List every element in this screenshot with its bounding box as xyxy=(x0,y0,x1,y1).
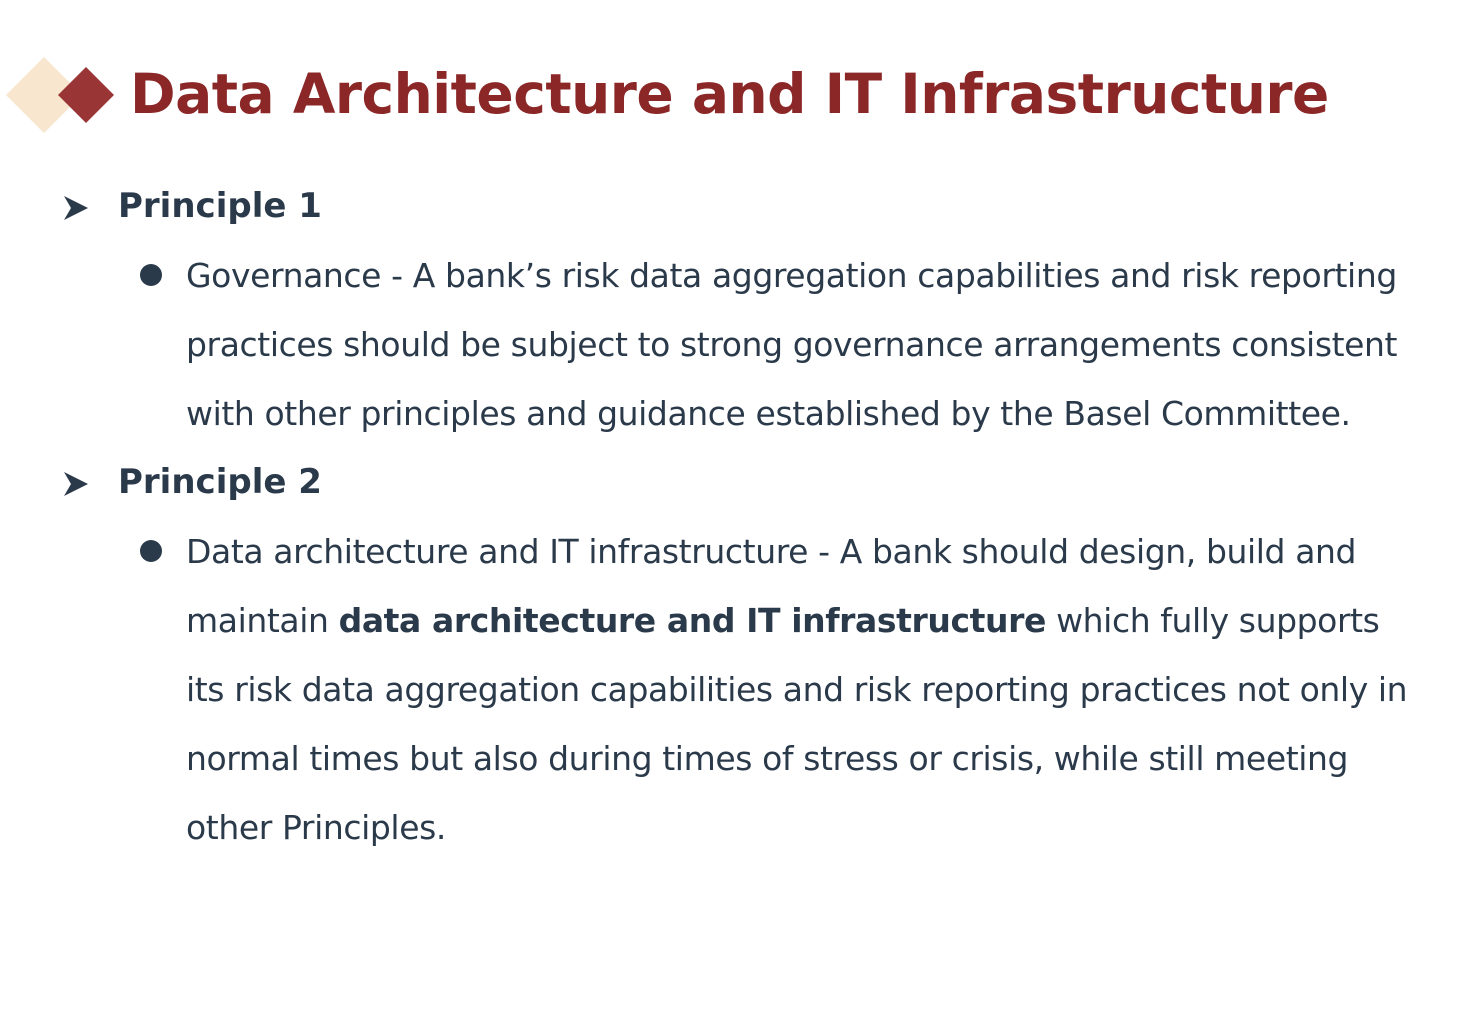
principle-2-text xyxy=(0,517,1411,862)
filled-circle-icon xyxy=(140,264,162,286)
principle-1-label: Principle 1 xyxy=(118,186,322,226)
principle-2-text-bold: data architecture and IT infrastructure xyxy=(338,601,1046,640)
arrowhead-icon xyxy=(62,194,90,222)
principle-1-point xyxy=(0,241,1482,448)
dark-diamond-shape xyxy=(58,67,114,123)
arrowhead-icon xyxy=(62,470,90,498)
double-diamond-icon xyxy=(0,50,130,140)
principle-2-text-before: Data architecture and IT infrastructure - A bank should design, build and maintain xyxy=(186,532,1357,640)
slide-title: Data Architecture and IT Infrastructure xyxy=(130,62,1329,126)
principle-2-heading xyxy=(0,448,1482,517)
principle-2-text-after: which fully supports its risk data aggregation capabilities and risk reporting practices not only in normal times but also during times of stress or crisis, while still meeting other Principles. xyxy=(186,601,1408,847)
principle-2-point xyxy=(0,517,1482,862)
principle-1-text: Governance - A bank’s risk data aggregation capabilities and risk reporting practices should be subject to strong governance arrangements consistent with other principles and guidance established by the Basel Committee. xyxy=(186,256,1398,433)
principles-list xyxy=(0,172,1482,862)
principle-1-heading xyxy=(0,172,1482,241)
filled-circle-icon xyxy=(140,540,162,562)
principle-2-label: Principle 2 xyxy=(118,462,322,502)
